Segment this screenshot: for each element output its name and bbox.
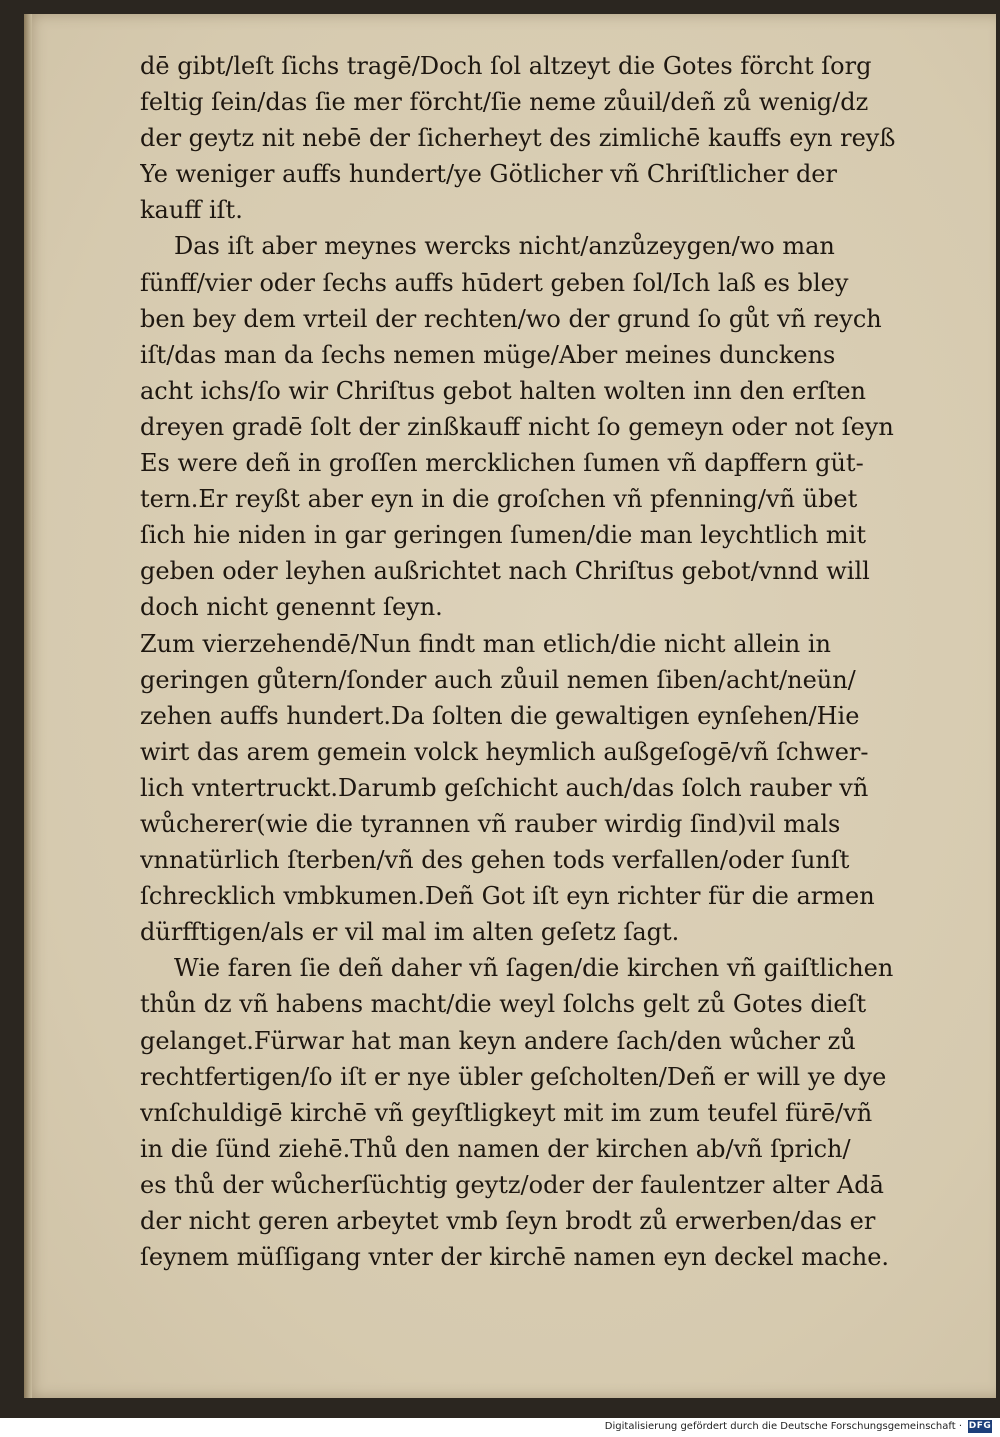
page-text-block (140, 48, 940, 1275)
text-line: lich vntertruckt.Darumb geſchicht auch/das ſolch rauber vñ (140, 773, 869, 802)
text-line: Es were deñ in groſſen mercklichen ſumen vñ dapffern güt- (140, 449, 864, 478)
text-line: feltig ſein/das ſie mer förcht/ſie neme zůuil/deñ zů wenig/dz (140, 88, 869, 117)
dfg-logo: DFG (968, 1421, 992, 1431)
digitization-credit: Digitalisierung gefördert durch die Deutsche Forschungsgemeinschaft · (604, 1421, 962, 1432)
text-line: gelanget.Fürwar hat man keyn andere ſach/den wůcher zů (140, 1026, 856, 1055)
text-line: Wie faren ſie deñ daher vñ ſagen/die kirchen vñ gaiſtlichen (174, 954, 894, 983)
text-line: zehen auffs hundert.Da ſolten die gewaltigen eynſehen/Hie (140, 701, 860, 730)
text-line: wirt das arem gemein volck heymlich außgeſogē/vñ ſchwer- (140, 737, 869, 766)
text-line: der geytz nit nebē der ſicherheyt des zimlichē kauffs eyn reyß (140, 124, 896, 153)
text-line: geringen gůtern/ſonder auch zůuil nemen ſiben/acht/neün/ (140, 665, 856, 694)
text-line: iſt/das man da ſechs nemen müge/Aber meines dunckens (140, 340, 836, 369)
text-line: geben oder leyhen außrichtet nach Chriſtus gebot/vnnd will (140, 557, 870, 586)
text-line: ſeynem müſſigang vnter der kirchē namen eyn deckel mache. (140, 1243, 890, 1272)
text-line: acht ichs/ſo wir Chriſtus gebot halten wolten inn den erſten (140, 376, 866, 405)
text-line: wůcherer(wie die tyrannen vñ rauber wirdig ſind)vil mals (140, 809, 841, 838)
text-line: kauff iſt. (140, 196, 243, 225)
text-line: fünff/vier oder ſechs auffs hūdert geben ſol/Ich laß es bley (140, 268, 849, 297)
text-line: es thů der wůcherſüchtig geytz/oder der faulentzer alter Adā (140, 1170, 884, 1199)
text-line: tern.Er reyßt aber eyn in die groſchen vñ pfenning/vñ übet (140, 485, 858, 514)
text-line: Ye weniger auffs hundert/ye Götlicher vñ Chriſtlicher der (140, 160, 837, 189)
text-line: dreyen gradē ſolt der zinßkauff nicht ſo gemeyn oder not ſeyn (140, 412, 894, 441)
text-line: thůn dz vñ habens macht/die weyl ſolchs gelt zů Gotes dieſt (140, 990, 867, 1019)
text-line: Zum vierzehendē/Nun findt man etlich/die nicht allein in (140, 629, 831, 658)
page-binding-edge (24, 14, 32, 1398)
text-line: vnſchuldigē kirchē vñ geyſtligkeyt mit im zum teufel fürē/vñ (140, 1098, 873, 1127)
text-line: in die ſünd ziehē.Thů den namen der kirchen ab/vñ ſprich/ (140, 1134, 851, 1163)
text-line: der nicht geren arbeytet vmb ſeyn brodt zů erwerben/das er (140, 1207, 876, 1235)
text-line: dē gibt/leſt ſichs tragē/Doch ſol altzeyt die Gotes förcht ſorg (140, 52, 872, 80)
text-line: ben bey dem vrteil der rechten/wo der grund ſo gůt vñ reych (140, 304, 882, 333)
text-line: doch nicht genennt ſeyn. (140, 593, 443, 622)
text-line: dürfftigen/als er vil mal im alten geſetz ſagt. (140, 918, 680, 947)
text-line: Das iſt aber meynes wercks nicht/anzůzeygen/wo man (174, 232, 835, 261)
text-line: vnnatürlich ſterben/vñ des gehen tods verfallen/oder ſunſt (140, 846, 850, 875)
text-line: ſchrecklich vmbkumen.Deñ Got iſt eyn richter für die armen (140, 882, 875, 911)
text-line: ſich hie niden in gar geringen ſumen/die man leychtlich mit (140, 521, 866, 550)
text-line: rechtfertigen/ſo iſt er nye übler geſcholten/Deñ er will ye dye (140, 1062, 887, 1091)
